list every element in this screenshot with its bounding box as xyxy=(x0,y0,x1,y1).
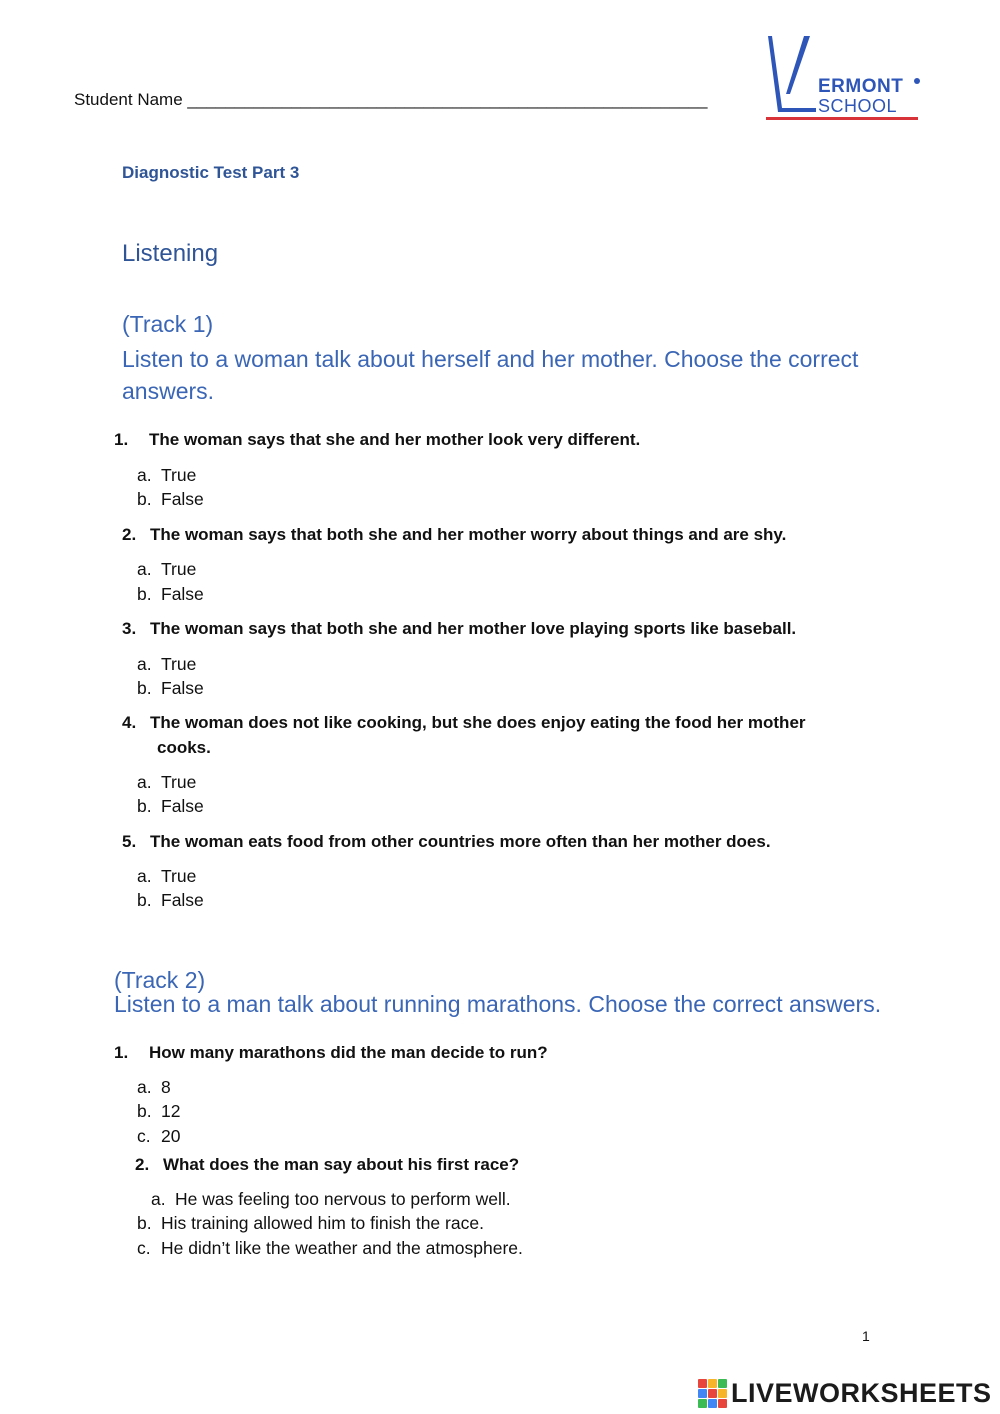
question-4: 4. The woman does not like cooking, but she does enjoy eating the food her mother xyxy=(122,713,806,732)
logo-dot-icon xyxy=(914,78,920,84)
t2-option-1c[interactable]: c. 20 xyxy=(137,1126,181,1146)
liveworksheets-logo-icon xyxy=(698,1379,727,1408)
question-4-cont: cooks. xyxy=(157,738,211,757)
option-1b[interactable]: b. False xyxy=(137,489,204,509)
track2-instruction: Listen to a man talk about running marathons. Choose the correct answers. xyxy=(114,991,882,1017)
page-number: 1 xyxy=(862,1328,870,1344)
question-2: 2. The woman says that both she and her mother worry about things and are shy. xyxy=(122,525,787,544)
track1-instruction-cont: answers. xyxy=(122,378,215,404)
t2-option-1b[interactable]: b. 12 xyxy=(137,1101,181,1121)
option-5b[interactable]: b. False xyxy=(137,890,204,910)
logo-v-mark-icon xyxy=(764,34,824,114)
track2-label: (Track 2) xyxy=(114,967,206,993)
t2-option-2a[interactable]: a. He was feeling too nervous to perform well. xyxy=(151,1189,511,1209)
option-1a[interactable]: a. True xyxy=(137,465,197,485)
question-3: 3. The woman says that both she and her mother love playing sports like baseball. xyxy=(122,619,797,638)
student-name-field: Student Name _______________________________________________________ xyxy=(74,90,708,109)
option-4b[interactable]: b. False xyxy=(137,796,204,816)
t2-option-2c[interactable]: c. He didn’t like the weather and the atmosphere. xyxy=(137,1238,523,1258)
t2-question-2: 2. What does the man say about his first race? xyxy=(135,1155,520,1174)
document-title: Diagnostic Test Part 3 xyxy=(122,163,300,182)
option-4a[interactable]: a. True xyxy=(137,772,197,792)
t2-option-2b[interactable]: b. His training allowed him to finish the race. xyxy=(137,1213,484,1233)
option-2b[interactable]: b. False xyxy=(137,584,204,604)
option-3b[interactable]: b. False xyxy=(137,678,204,698)
logo-red-rule xyxy=(766,117,918,120)
option-3a[interactable]: a. True xyxy=(137,654,197,674)
track1-instruction: Listen to a woman talk about herself and her mother. Choose the correct xyxy=(122,346,859,372)
liveworksheets-watermark xyxy=(698,1377,992,1409)
vermont-school-logo xyxy=(764,34,924,124)
t2-option-1a[interactable]: a. 8 xyxy=(137,1077,171,1097)
option-5a[interactable]: a. True xyxy=(137,866,197,886)
liveworksheets-text: LIVEWORKSHEETS xyxy=(731,1377,992,1408)
t2-question-1: 1. How many marathons did the man decide to run? xyxy=(114,1043,548,1062)
logo-text-school: SCHOOL xyxy=(818,96,898,116)
option-2a[interactable]: a. True xyxy=(137,559,197,579)
track1-label: (Track 1) xyxy=(122,311,214,337)
section-title: Listening xyxy=(122,240,219,267)
question-1: 1. The woman says that she and her mother look very different. xyxy=(114,430,641,449)
logo-text-ermont: ERMONT xyxy=(818,76,904,97)
question-5: 5. The woman eats food from other countries more often than her mother does. xyxy=(122,832,771,851)
